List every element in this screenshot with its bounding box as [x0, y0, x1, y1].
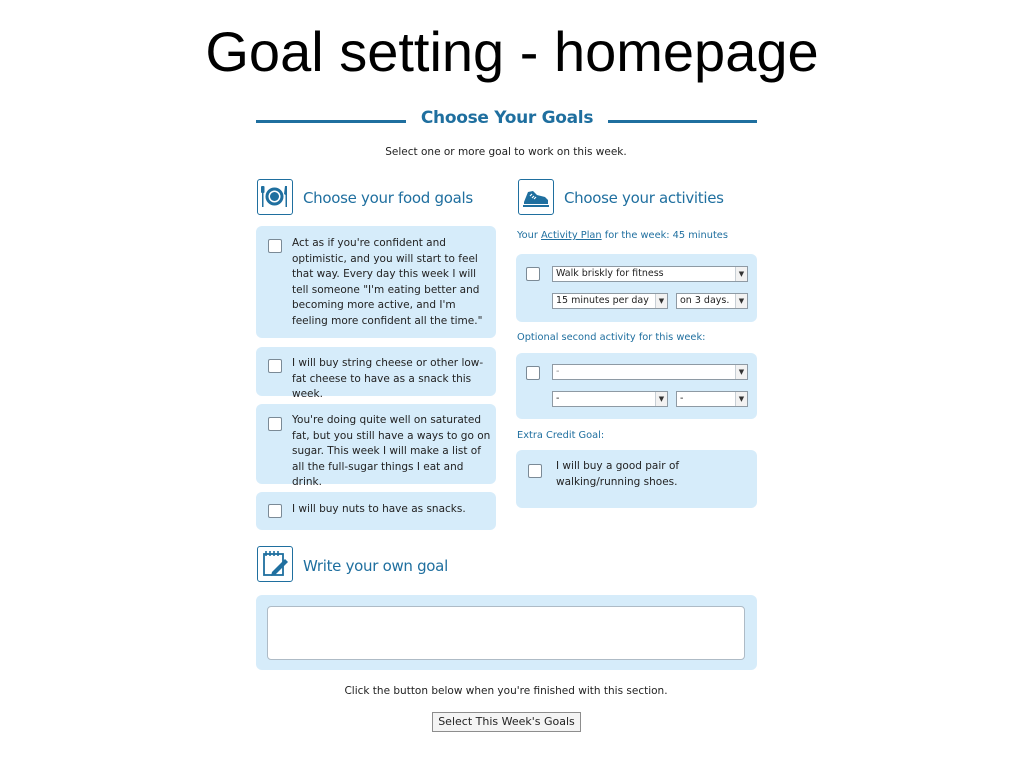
food-goals-title: Choose your food goals	[303, 189, 473, 207]
activity-type-select[interactable]	[552, 266, 748, 282]
optional-activity-type-select[interactable]	[552, 364, 748, 380]
slide-title: Goal setting - homepage	[205, 20, 819, 83]
optional-activity-days-value: -	[680, 393, 684, 404]
select-goals-button[interactable]: Select This Week's Goals	[432, 712, 581, 732]
chevron-down-icon: ▼	[735, 267, 747, 281]
activity-duration-value: 15 minutes per day	[556, 295, 649, 306]
activities-title: Choose your activities	[564, 189, 724, 207]
food-goal-card	[256, 404, 496, 488]
activity-checkbox[interactable]	[526, 267, 540, 281]
optional-activity-duration-select[interactable]	[552, 391, 668, 407]
own-goal-title: Write your own goal	[303, 557, 448, 575]
chevron-down-icon: ▼	[655, 294, 667, 308]
optional-activity-type-value: -	[556, 366, 560, 377]
activity-plan-label	[517, 230, 728, 241]
own-goal-textarea[interactable]	[267, 606, 745, 660]
food-goal-card	[256, 347, 496, 400]
extra-credit-text: I will buy a good pair of walking/running shoes.	[556, 460, 680, 488]
food-goal-text: I will buy nuts to have as snacks.	[292, 503, 466, 515]
optional-activity-card	[516, 353, 757, 419]
optional-activity-label: Optional second activity for this week:	[517, 332, 706, 343]
chevron-down-icon: ▼	[735, 294, 747, 308]
activity-type-value: Walk briskly for fitness	[556, 268, 664, 279]
plate-fork-knife-icon	[257, 179, 293, 215]
activity-days-select[interactable]	[676, 293, 748, 309]
extra-credit-checkbox[interactable]	[528, 464, 542, 478]
page-title: Choose Your Goals	[420, 108, 594, 128]
page-subtitle: Select one or more goal to work on this week.	[385, 146, 627, 158]
food-goal-card	[256, 226, 496, 338]
footer-instruction: Click the button below when you're finished with this section.	[344, 685, 668, 697]
food-goal-checkbox[interactable]	[268, 239, 282, 253]
activity-card	[516, 254, 757, 322]
header-rule-right	[608, 120, 757, 123]
header-rule-left	[256, 120, 406, 123]
food-goal-text: Act as if you're confident and optimistic, and you will start to feel that way. Every day this week I will tell someone "I'm eating better and becoming more active, and I'm feeling more confident all the time."	[292, 237, 483, 327]
food-goal-card	[256, 492, 496, 530]
food-goal-checkbox[interactable]	[268, 504, 282, 518]
activity-plan-suffix: for the week: 45 minutes	[601, 230, 728, 241]
chevron-down-icon: ▼	[655, 392, 667, 406]
activity-plan-prefix: Your	[517, 230, 542, 241]
food-goal-text: I will buy string cheese or other low-fat cheese to have as a snack this week.	[292, 357, 484, 400]
food-goal-text: You're doing quite well on saturated fat, but you still have a ways to go on sugar. This week I will make a list of all the full-sugar things I eat and drink.	[292, 414, 491, 488]
optional-activity-checkbox[interactable]	[526, 366, 540, 380]
optional-activity-days-select[interactable]	[676, 391, 748, 407]
notepad-pencil-icon	[257, 546, 293, 582]
chevron-down-icon: ▼	[735, 365, 747, 379]
chevron-down-icon: ▼	[735, 392, 747, 406]
activity-days-value: on 3 days.	[680, 295, 730, 306]
activity-duration-select[interactable]	[552, 293, 668, 309]
extra-credit-card	[516, 450, 757, 508]
extra-credit-label: Extra Credit Goal:	[517, 430, 605, 441]
running-shoe-icon	[518, 179, 554, 215]
food-goal-checkbox[interactable]	[268, 417, 282, 431]
activity-plan-link[interactable]: Activity Plan	[541, 230, 602, 241]
own-goal-card	[256, 595, 757, 670]
optional-activity-duration-value: -	[556, 393, 560, 404]
food-goal-checkbox[interactable]	[268, 359, 282, 373]
